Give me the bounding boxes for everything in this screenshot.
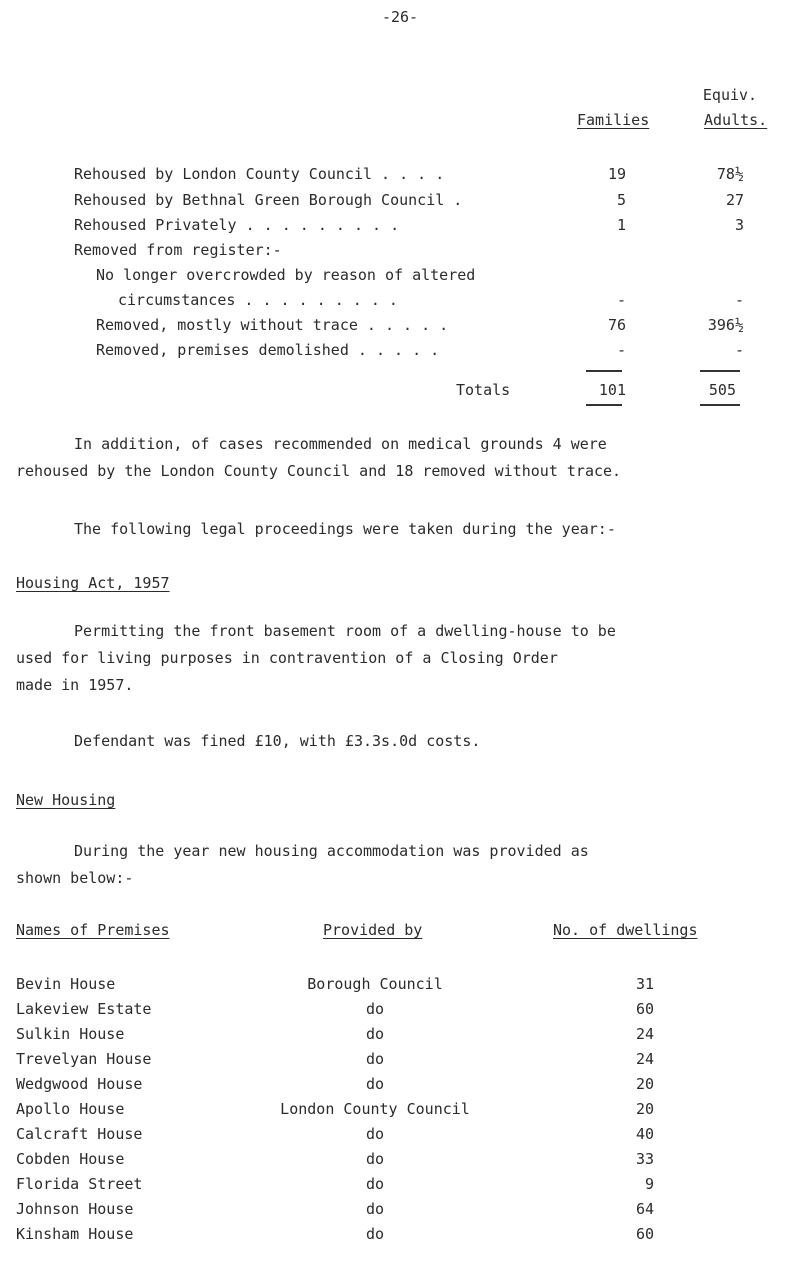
- table-row-provided: do: [365, 1225, 385, 1243]
- totals-adults: 505: [708, 381, 736, 399]
- table-row-provided: do: [365, 1125, 385, 1143]
- totals-label: Totals: [456, 381, 511, 399]
- table-row-provided: Borough Council: [307, 975, 443, 993]
- col-equiv-label: Equiv.: [702, 86, 758, 104]
- table-row-families: 1: [616, 216, 626, 234]
- table-row-dwellings: 9: [644, 1175, 654, 1193]
- paragraph-permitting-line2: used for living purposes in contravention of a Closing Order: [16, 649, 558, 667]
- table-row-dwellings: 24: [635, 1025, 654, 1043]
- col-provided-header: Provided by: [323, 921, 423, 939]
- paragraph-permitting-line3: made in 1957.: [16, 676, 134, 694]
- col-dwellings-header: No. of dwellings: [553, 921, 698, 939]
- table-row-families: 19: [607, 165, 626, 183]
- table-row-name: Lakeview Estate: [16, 1000, 152, 1018]
- table-row-label: Removed, mostly without trace . . . . .: [96, 316, 449, 334]
- totals-rule-bottom: [586, 404, 622, 406]
- totals-rule-top: [700, 370, 740, 372]
- paragraph-addition-line1: In addition, of cases recommended on medical grounds 4 were: [74, 435, 607, 453]
- paragraph-permitting-line1: Permitting the front basement room of a dwelling-house to be: [74, 622, 616, 640]
- table-row-provided: do: [365, 1025, 385, 1043]
- col-adults-header: Adults.: [704, 111, 768, 129]
- table-row-provided: do: [365, 1075, 385, 1093]
- table-row-families: 76: [607, 316, 626, 334]
- table-row-dwellings: 60: [635, 1000, 654, 1018]
- totals-rule-bottom: [700, 404, 740, 406]
- table-row-label: circumstances . . . . . . . . .: [118, 291, 398, 309]
- table-row-dwellings: 64: [635, 1200, 654, 1218]
- table-row-label: Rehoused by London County Council . . . .: [74, 165, 445, 183]
- table-row-label: No longer overcrowded by reason of altered: [96, 266, 476, 284]
- totals-families: 101: [598, 381, 626, 399]
- table-row-label: Removed from register:-: [74, 241, 282, 259]
- table-row-provided: do: [365, 1200, 385, 1218]
- table-row-name: Florida Street: [16, 1175, 143, 1193]
- table-row-name: Wedgwood House: [16, 1075, 143, 1093]
- table-row-provided: do: [365, 1175, 385, 1193]
- table-row-dwellings: 33: [635, 1150, 654, 1168]
- table-row-provided: do: [365, 1000, 385, 1018]
- table-row-name: Apollo House: [16, 1100, 125, 1118]
- page-number: -26-: [381, 8, 419, 26]
- paragraph-legal-proceedings: The following legal proceedings were taken during the year:-: [74, 520, 616, 538]
- table-row-label: Removed, premises demolished . . . . .: [96, 341, 440, 359]
- table-row-adults: -: [734, 341, 744, 359]
- table-row-label: Rehoused by Bethnal Green Borough Council .: [74, 191, 463, 209]
- paragraph-addition-line2: rehoused by the London County Council and 18 removed without trace.: [16, 462, 622, 480]
- paragraph-during-line2: shown below:-: [16, 869, 134, 887]
- table-row-families: -: [616, 291, 626, 309]
- table-row-name: Calcraft House: [16, 1125, 143, 1143]
- heading-new-housing: New Housing: [16, 791, 116, 809]
- table-row-dwellings: 20: [635, 1100, 654, 1118]
- totals-rule-top: [586, 370, 622, 372]
- table-row-name: Trevelyan House: [16, 1050, 152, 1068]
- table-row-families: -: [616, 341, 626, 359]
- table-row-name: Johnson House: [16, 1200, 134, 1218]
- table-row-name: Bevin House: [16, 975, 116, 993]
- table-row-name: Cobden House: [16, 1150, 125, 1168]
- table-row-dwellings: 40: [635, 1125, 654, 1143]
- table-row-families: 5: [616, 191, 626, 209]
- table-row-dwellings: 20: [635, 1075, 654, 1093]
- table-row-provided: London County Council: [280, 1100, 470, 1118]
- table-row-adults: 396½: [707, 316, 744, 334]
- table-row-dwellings: 24: [635, 1050, 654, 1068]
- table-row-adults: -: [734, 291, 744, 309]
- table-row-adults: 3: [734, 216, 744, 234]
- table-row-dwellings: 60: [635, 1225, 654, 1243]
- col-families-header: Families: [577, 111, 650, 129]
- paragraph-during-line1: During the year new housing accommodation was provided as: [74, 842, 589, 860]
- table-row-name: Kinsham House: [16, 1225, 134, 1243]
- table-row-dwellings: 31: [635, 975, 654, 993]
- paragraph-defendant: Defendant was fined £10, with £3.3s.0d costs.: [74, 732, 481, 750]
- heading-housing-act: Housing Act, 1957: [16, 574, 170, 592]
- table-row-name: Sulkin House: [16, 1025, 125, 1043]
- table-row-provided: do: [365, 1050, 385, 1068]
- col-names-header: Names of Premises: [16, 921, 170, 939]
- table-row-provided: do: [365, 1150, 385, 1168]
- table-row-label: Rehoused Privately . . . . . . . . .: [74, 216, 400, 234]
- table-row-adults: 27: [725, 191, 744, 209]
- table-row-adults: 78½: [716, 165, 744, 183]
